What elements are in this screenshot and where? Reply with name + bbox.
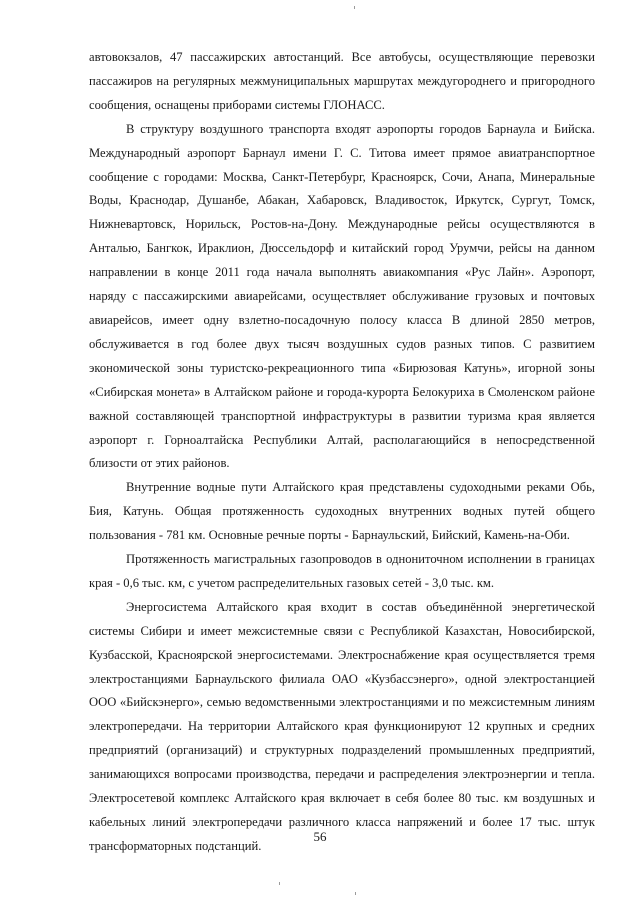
scan-artifact bbox=[279, 882, 280, 885]
page-number: 56 bbox=[313, 829, 327, 844]
paragraph-continued: автовокзалов, 47 пассажирских автостанций. Все автобусы, осуществляющие перевозки пассажиров на регулярных межмуниципальных маршрутах междугороднего и пригородного сообщения, оснащены приборами системы ГЛОНАСС. bbox=[89, 50, 595, 112]
paragraph-gas-pipelines: Протяженность магистральных газопроводов в однониточном исполнении в границах края - 0,6 тыс. км, с учетом распределительных газовых сетей - 3,0 тыс. км. bbox=[89, 552, 595, 590]
scan-artifact bbox=[355, 892, 356, 895]
scan-artifact bbox=[354, 6, 355, 9]
paragraph-energy-system: Энергосистема Алтайского края входит в состав объединённой энергетической системы Сибири и имеет межсистемные связи с Республикой Казахстан, Новосибирской, Кузбасской, Красноярской энергосистемами. Электроснабжение края осуществляется тремя электростанциями Барнаульского филиала ОАО «Кузбассэнерго», одной электростанцией ООО «Бийскэнерго», семью ведомственными электростанциями и по межсистемным линиям электропередачи. На территории Алтайского края функционируют 12 крупных и средних предприятий (организаций) и структурных подразделений промышленных предприятий, занимающихся вопросами производства, передачи и распределения электроэнергии и тепла. Электросетевой комплекс Алтайского края включает в себя более 80 тыс. км воздушных и кабельных линий электропередачи различного класса напряжений и более 17 тыс. штук трансформаторных подстанций. bbox=[89, 599, 595, 853]
paragraph-air-transport: В структуру воздушного транспорта входят аэропорты городов Барнаула и Бийска. Международный аэропорт Барнаул имени Г. С. Титова имеет прямое авиатранспортное сообщение с городами: Москва, Санкт-Петербург, Красноярск, Сочи, Анапа, Минеральные Воды, Краснодар, Душанбе, Абакан, Хабаровск, Владивосток, Иркутск, Сургут, Томск, Нижневартовск, Норильск, Ростов-на-Дону. Международные рейсы осуществляются в Анталью, Бангкок, Ираклион, Дюссельдорф и китайский город Урумчи, рейсы на данном направлении в конце 2011 года начала выполнять авиакомпания «Рус Лайн». Аэропорт, наряду с пассажирскими авиарейсами, осуществляет обслуживание грузовых и почтовых авиарейсов, имеет одну взлетно-посадочную полосу класса В длиной 2850 метров, обслуживается в год более двух тысяч воздушных судов разных типов. С развитием экономической зоны туристско-рекреационного типа «Бирюзовая Катунь», игорной зоны «Сибирская монета» в Алтайском районе и города-курорта Белокуриха в Смоленском районе важной составляющей транспортной инфраструктуры в развитии туризма края является аэропорт г. Горноалтайска Республики Алтай, располагающийся в непосредственной близости от этих районов. bbox=[89, 121, 595, 471]
body-text bbox=[89, 46, 595, 859]
paragraph-waterways: Внутренние водные пути Алтайского края представлены судоходными реками Обь, Бия, Катунь. Общая протяженность судоходных внутренних водных путей общего пользования - 781 км. Основные речные порты - Барнаульский, Бийский, Камень-на-Оби. bbox=[89, 480, 595, 543]
